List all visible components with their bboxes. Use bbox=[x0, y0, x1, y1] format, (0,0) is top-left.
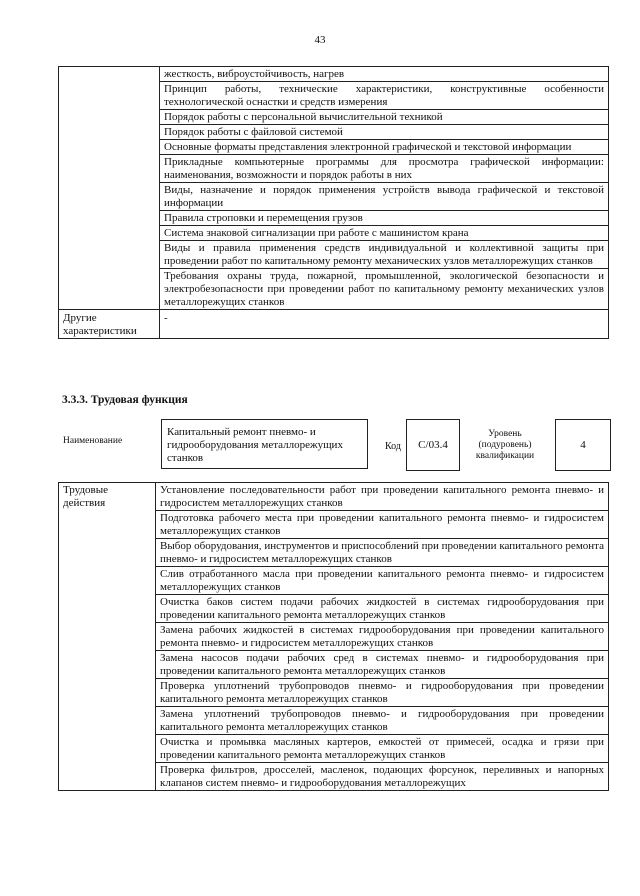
level-value-box: 4 bbox=[555, 419, 611, 471]
row-label-cell bbox=[59, 67, 160, 310]
row-text-cell: Требования охраны труда, пожарной, промышленной, экологической безопасности и электробезопасности при проведении работ по капитальному ремонту механических узлов металлорежущих станков bbox=[160, 269, 609, 310]
actions-label-cell: Трудовые действия bbox=[59, 483, 156, 791]
action-item-cell: Замена уплотнений трубопроводов пневмо- и гидрооборудования при проведении капитального ремонта металлорежущих станков bbox=[156, 707, 609, 735]
code-value-box: С/03.4 bbox=[406, 419, 460, 471]
row-text-cell: Виды и правила применения средств индивидуальной и коллективной защиты при проведении работ по капитальному ремонту механических узлов металлорежущих станков bbox=[160, 241, 609, 269]
action-item-cell: Замена рабочих жидкостей в системах гидрооборудования при проведении капитального ремонта пневмо- и гидросистем металлорежущих станков bbox=[156, 623, 609, 651]
action-item-cell: Установление последовательности работ при проведении капитального ремонта пневмо- и гидросистем металлорежущих станков bbox=[156, 483, 609, 511]
row-text-cell: Основные форматы представления электронной графической и текстовой информации bbox=[160, 140, 609, 155]
row-label-cell: Другие характеристики bbox=[59, 310, 160, 339]
action-item-cell: Выбор оборудования, инструментов и приспособлений при проведении капитального ремонта пневмо- и гидросистем металлорежущих станков bbox=[156, 539, 609, 567]
action-item-cell: Замена насосов подачи рабочих сред в системах пневмо- и гидрооборудования при проведении капитального ремонта металлорежущих станков bbox=[156, 651, 609, 679]
row-text-cell: Порядок работы с персональной вычислительной техникой bbox=[160, 110, 609, 125]
code-label: Код bbox=[385, 441, 401, 452]
table-row bbox=[59, 310, 609, 339]
function-name-box: Капитальный ремонт пневмо- и гидрооборудования металлорежущих станков bbox=[161, 419, 368, 469]
action-item-cell: Очистка баков систем подачи рабочих жидкостей в системах гидрооборудования при проведении капитального ремонта металлорежущих станков bbox=[156, 595, 609, 623]
row-text-cell: Правила строповки и перемещения грузов bbox=[160, 211, 609, 226]
section-heading: 3.3.3. Трудовая функция bbox=[62, 394, 188, 406]
row-text-cell: Система знаковой сигнализации при работе с машинистом крана bbox=[160, 226, 609, 241]
row-text-cell: жесткость, виброустойчивость, нагрев bbox=[160, 67, 609, 82]
action-item-cell: Проверка фильтров, дросселей, масленок, подающих форсунок, переливных и напорных клапанов систем пневмо- и гидрооборудования металлорежущих bbox=[156, 763, 609, 791]
table-row bbox=[59, 483, 609, 511]
row-text-cell: Принцип работы, технические характеристики, конструктивные особенности технологической оснастки и средств измерения bbox=[160, 82, 609, 110]
knowledge-table bbox=[58, 66, 609, 339]
name-label: Наименование bbox=[63, 436, 123, 446]
labor-actions-table bbox=[58, 482, 609, 791]
action-item-cell: Слив отработанного масла при проведении капитального ремонта пневмо- и гидросистем металлорежущих станков bbox=[156, 567, 609, 595]
table-row bbox=[59, 67, 609, 82]
row-text-cell: - bbox=[160, 310, 609, 339]
row-text-cell: Порядок работы с файловой системой bbox=[160, 125, 609, 140]
row-text-cell: Виды, назначение и порядок применения устройств вывода графической и текстовой информации bbox=[160, 183, 609, 211]
action-item-cell: Проверка уплотнений трубопроводов пневмо- и гидрооборудования при проведении капитального ремонта металлорежущих станков bbox=[156, 679, 609, 707]
row-text-cell: Прикладные компьютерные программы для просмотра графической информации: наименования, возможности и порядок работы в них bbox=[160, 155, 609, 183]
action-item-cell: Очистка и промывка масляных картеров, емкостей от примесей, осадка и грязи при проведении капитального ремонта металлорежущих станков bbox=[156, 735, 609, 763]
level-label: Уровень (подуровень) квалификации bbox=[475, 429, 535, 461]
action-item-cell: Подготовка рабочего места при проведении капитального ремонта пневмо- и гидросистем металлорежущих станков bbox=[156, 511, 609, 539]
page-number: 43 bbox=[314, 34, 326, 46]
